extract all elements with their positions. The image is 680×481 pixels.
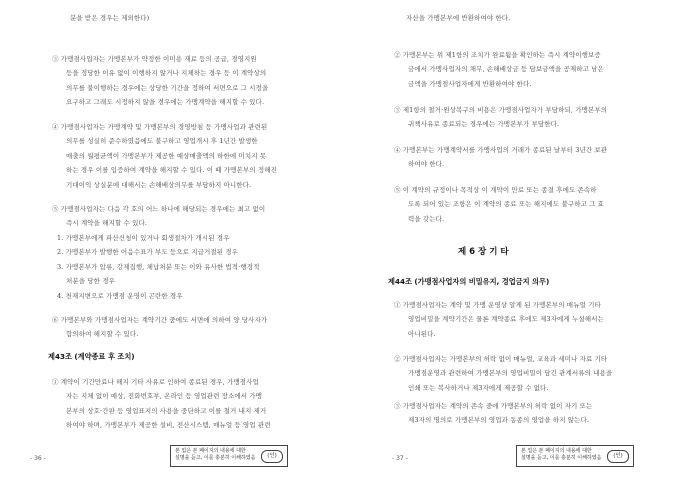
body-line: ④ 가맹본부는 가맹계약서를 가맹사업의 거래가 종료된 날부터 3년간 보관 [394,146,608,154]
page-right [340,0,680,481]
body-line: ③ 가맹점사업자는 가맹본부가 약정한 이미용 재료 등의 공급, 경영지원 [52,55,257,63]
list-item: 3. 가맹본부가 압류, 강제집행, 체납처분 또는 이와 유사한 법적·행정적 [57,263,260,271]
page-number: - 37 - [392,455,408,462]
body-line: ① 계약이 기간만료나 해지 기타 사유로 인하여 종료된 경우, 가맹점사업 [52,378,259,386]
body-line: 가맹점운영과 관련하여 가맹본부의 영업비밀이 담긴 관계서류의 내용을 [408,369,613,377]
body-line: 의무를 불이행하는 경우에는 상당한 기간을 정하여 서면으로 그 시정을 [66,84,269,92]
body-line: 자산을 가맹본부에 반환하여야 한다. [406,14,511,22]
list-item: 2. 가맹본부가 발행한 어음수표가 부도 등으로 지급거절된 경우 [57,248,239,256]
body-line: 도록 되어 있는 조항은 이 계약의 종료 또는 해지에도 불구하고 그 효 [408,200,605,208]
body-line: 즉시 계약을 해지할 수 있다. [66,219,147,227]
body-line: 매출의 월평균액이 가맹본부가 제공한 예상매출액의 하한에 미치지 못 [66,152,267,160]
list-item: 1. 가맹본부에게 파산신청이 있거나 회생절차가 개시된 경우 [57,234,230,242]
body-line: 하는 경우 이를 입증하여 계약을 해지할 수 있다. 이 때 가맹본부의 정해진 [66,166,277,174]
body-line: 금액을 가맹점사업자에게 반환하여야 한다. [408,80,532,88]
body-line: ② 가맹점사업자는 가맹본부의 허락 없이 매뉴얼, 교육과 세미나 자료 기타 [394,355,608,363]
stamp-line: 본 업은 본 페이지의 내용에 대한 [175,448,246,454]
seal-mark: (인) [607,450,629,463]
body-line: 아니된다. [408,330,436,338]
body-line: ③ 가맹점사업자는 계약의 존속 중에 가맹본부의 허락 없이 자기 또는 [394,402,593,410]
confirmation-stamp [516,445,634,467]
body-line: 하여야 한다. [408,160,445,168]
seal-mark: (인) [261,450,283,463]
stamp-line: 본 업은 본 페이지의 내용에 대한 [521,448,592,454]
body-line: 하여야 하며, 가맹본부가 제공한 설비, 전산시스템, 매뉴얼 등 영업 관련 [66,421,271,429]
confirmation-stamp [170,445,288,467]
body-line: 등을 정당한 이유 없이 이행하지 않거나 지체하는 경우 등 이 계약상의 [66,69,267,77]
body-line: ⑤ 가맹점사업자는 다음 각 호의 어느 하나에 해당되는 경우에는 최고 없이 [52,205,266,213]
body-line: 합의하여 해지할 수 있다. [66,330,139,338]
article-heading: 제44조 (가맹점사업자의 비밀유지, 경업금지 의무) [388,277,550,286]
body-line: 금에서 가맹사업자의 채무, 손해배상금 등 담보금액을 공제하고 남은 [408,65,604,73]
body-line: 제3자의 명의로 가맹본부의 영업과 동종의 영업을 하지 않는다. [408,416,590,424]
stamp-line: 설명을 듣고, 이를 충분히 이해하였음 [175,455,256,461]
body-line: ② 가맹본부는 위 제1항의 조치가 완료됨을 확인하는 즉시 계약이행보증 [394,51,601,59]
body-line: 요구하고 그래도 시정하지 않을 경우에는 가맹계약을 해지할 수 있다. [66,98,265,106]
stamp-line: 설명을 듣고, 이를 충분히 이해하였음 [521,455,602,461]
page-number: - 36 - [30,455,46,462]
body-line: 기대이익 상실분에 대해서는 손해배상의무를 부담하지 아니한다. [66,181,252,189]
article-heading: 제43조 (계약종료 후 조치) [48,352,135,361]
list-item: 4. 천재지변으로 가맹점 운영이 곤란한 경우 [57,292,183,300]
body-line: 인쇄 또는 복사하거나 제3자에게 제공할 수 없다. [408,384,549,392]
body-line: ⑤ 이 계약의 규정이나 목적상 이 계약이 만료 또는 종결 후에도 존속하 [394,186,597,194]
body-line: 본부의 상호·간판 등 영업표지의 사용을 중단하고 이를 철거 내지 제거 [66,407,267,415]
body-line: 귀책사유로 종료되는 경우에는 가맹본부가 부담한다. [408,120,560,128]
body-line: ① 가맹점사업자는 계약 및 가맹 운영상 알게 된 가맹본부의 매뉴얼 기타 [394,301,601,309]
body-line: 자는 지체 없이 예상, 전화번호부, 온라인 등 영업관련 장소에서 가맹 [66,392,263,400]
body-line: 분을 받은 경우는 제외한다) [70,14,150,22]
body-line: 력을 갖는다. [408,215,445,223]
list-item: 처분을 당한 경우 [66,277,115,285]
body-line: ③ 제1항의 철거·원상복구의 비용은 가맹점사업자가 부담하되, 가맹본부의 [394,106,608,114]
body-line: ④ 가맹점사업자는 가맹계약 및 가맹본부의 경영방침 등 가맹사업과 관련된 [52,123,268,131]
chapter-title: 제 6 장 기 타 [458,247,509,257]
body-line: 영업비밀을 계약기간은 물론 계약종료 후에도 제3자에게 누설해서는 [408,315,604,323]
body-line: 의무를 성실히 준수하였음에도 불구하고 영업개시 후 1년간 발생한 [66,137,258,145]
body-line: ⑥ 가맹본부와 가맹점사업자는 계약기간 중에도 서면에 의하여 양 당사자가 [52,316,268,324]
